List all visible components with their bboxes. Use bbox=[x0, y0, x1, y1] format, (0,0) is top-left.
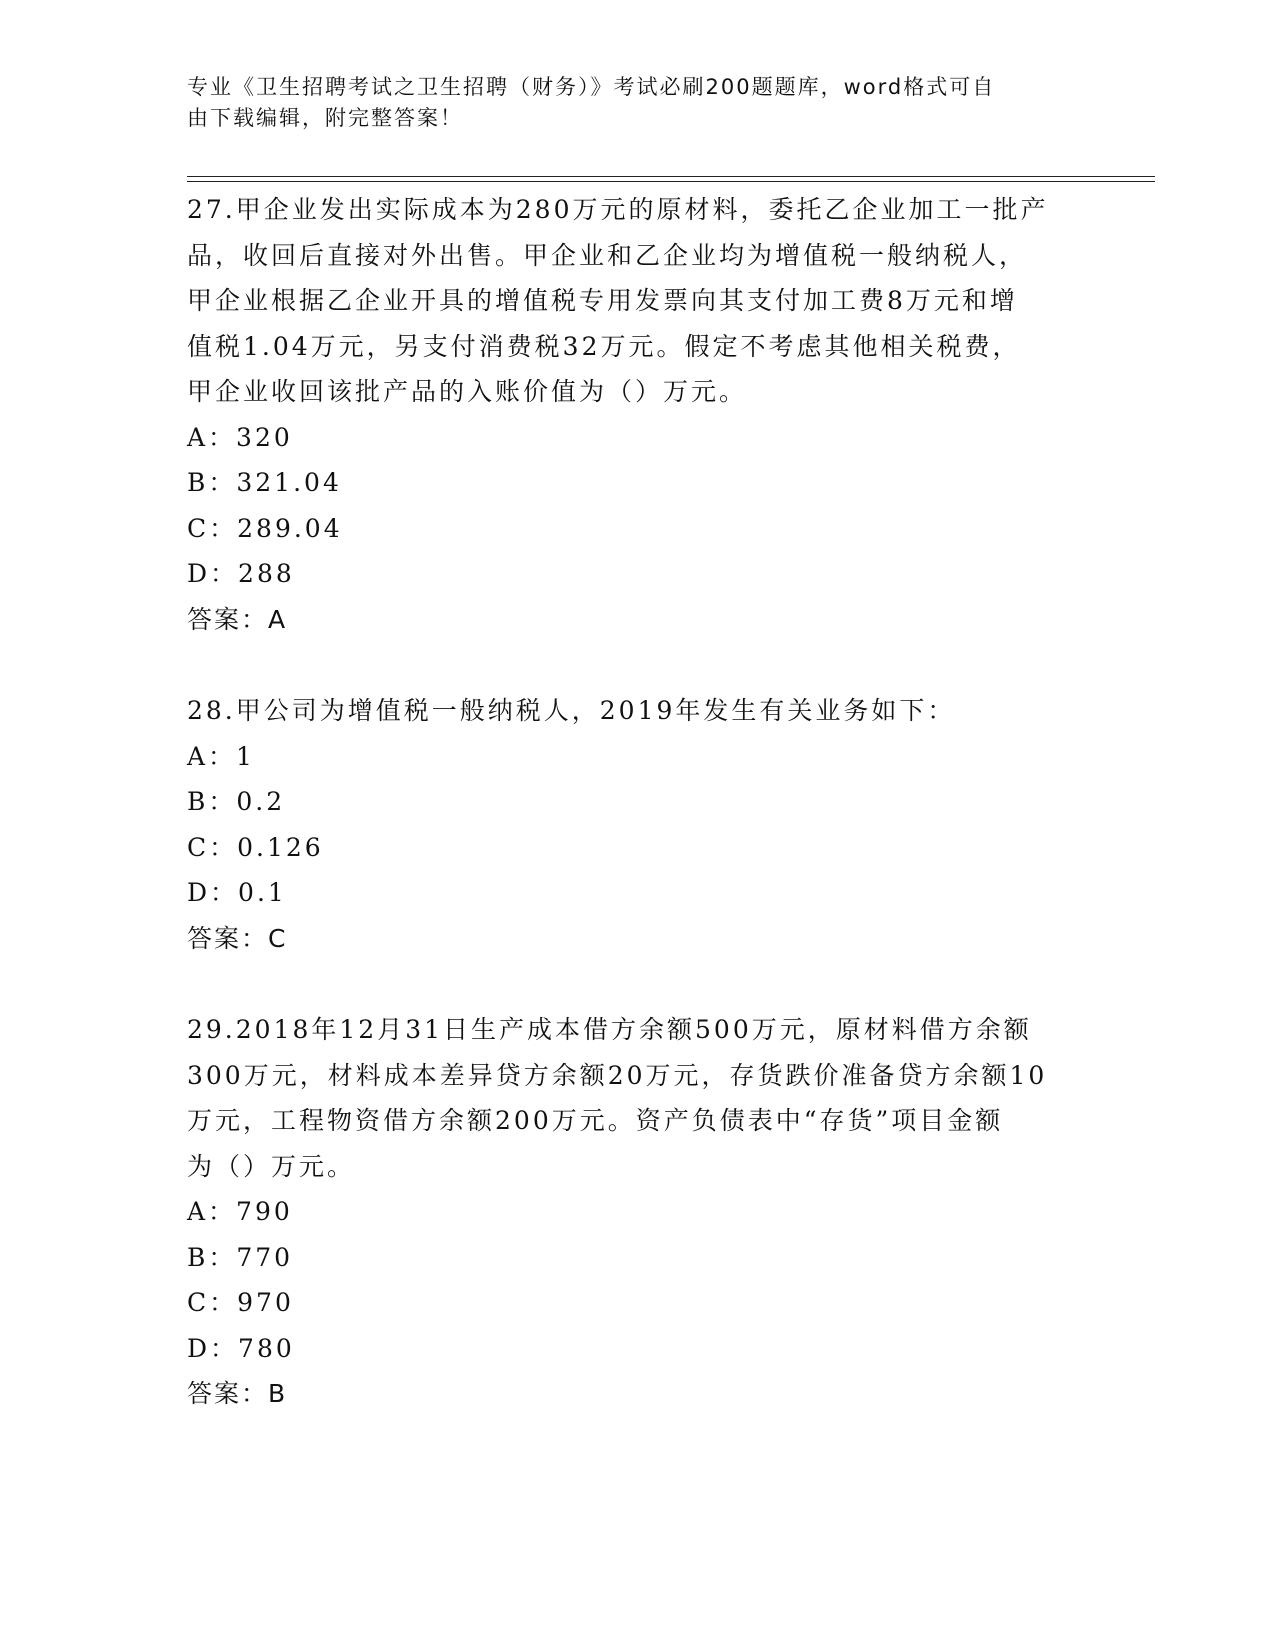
option-a: A：1 bbox=[187, 741, 255, 771]
question-list bbox=[187, 187, 1087, 1463]
option-a: A：320 bbox=[187, 422, 293, 452]
option-c: C：970 bbox=[187, 1288, 294, 1317]
question-stem: 29.2018年12月31日生产成本借方余额500万元，原材料借方余额 300万元，材料成本差异贷方余额20万元，存货跌价准备贷方余额10 万元，工程物资借方余额200万元。资产负债表中“存货”项目金额 为（）万元。 bbox=[187, 1015, 1048, 1181]
option-a: A：790 bbox=[187, 1197, 293, 1226]
option-b: B：770 bbox=[187, 1242, 294, 1272]
question-27 bbox=[187, 187, 1087, 642]
question-stem: 28.甲公司为增值税一般纳税人，2019年发生有关业务如下： bbox=[187, 696, 956, 725]
header-line-2: 由下载编辑，附完整答案！ bbox=[187, 106, 463, 130]
option-c: C：289.04 bbox=[187, 513, 343, 543]
option-d: D：780 bbox=[187, 1333, 295, 1363]
option-d: D：288 bbox=[187, 559, 295, 588]
answer-line: 答案：A bbox=[187, 604, 288, 634]
document-header bbox=[187, 72, 1077, 134]
option-b: B：321.04 bbox=[187, 468, 342, 497]
header-divider-top bbox=[187, 176, 1155, 177]
header-line-1: 专业《卫生招聘考试之卫生招聘（财务）》考试必刷200题题库，word格式可自 bbox=[187, 75, 996, 99]
question-29 bbox=[187, 1007, 1087, 1417]
option-d: D：0.1 bbox=[187, 878, 287, 907]
option-c: C：0.126 bbox=[187, 832, 324, 862]
header-divider-bottom bbox=[187, 181, 1155, 182]
answer-line: 答案：B bbox=[187, 1379, 288, 1408]
question-stem: 27.甲企业发出实际成本为280万元的原材料，委托乙企业加工一批产 品，收回后直接对外出售。甲企业和乙企业均为增值税一般纳税人， 甲企业根据乙企业开具的增值税专用发票向其支付加工费8万元和增 值税1.04万元，另支付消费税32万元。假定不考虑其他相关税费， 甲企业收回该批产品的入账价值为（）万元。 bbox=[187, 195, 1049, 406]
question-28 bbox=[187, 688, 1087, 961]
answer-line: 答案：C bbox=[187, 923, 288, 953]
option-b: B：0.2 bbox=[187, 787, 286, 816]
